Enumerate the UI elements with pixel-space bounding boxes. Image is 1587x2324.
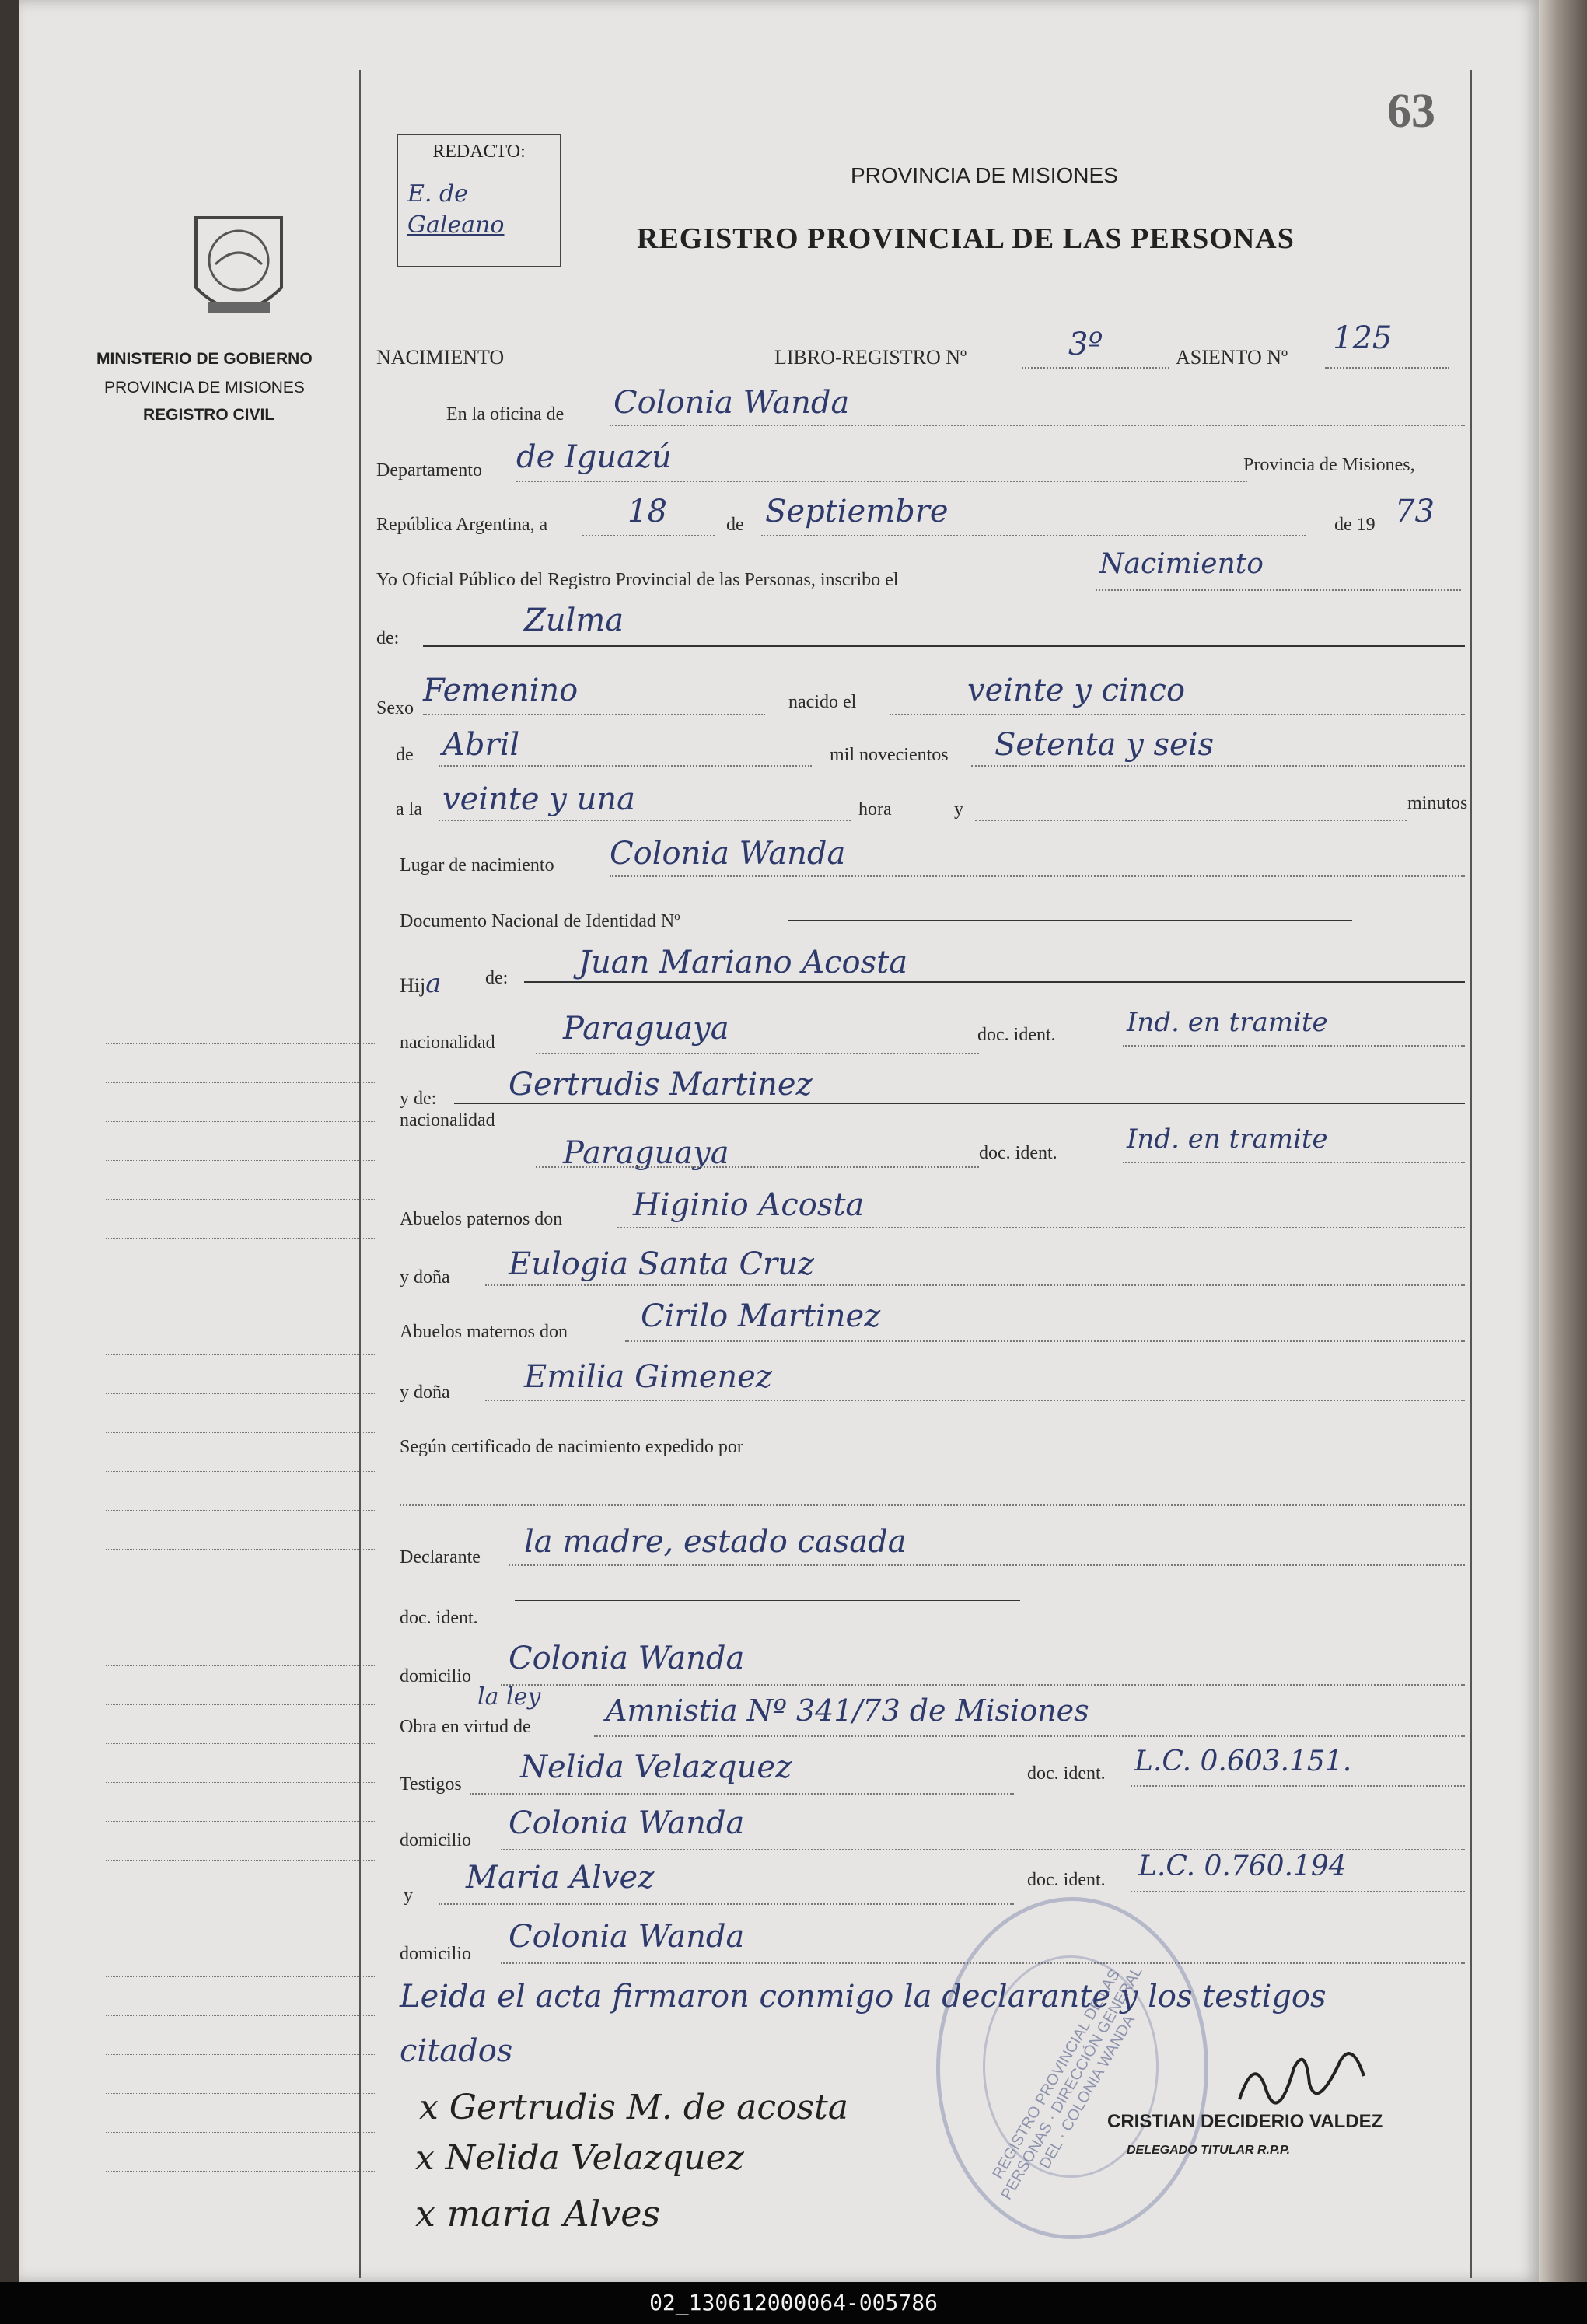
asiento-label: ASIENTO Nº bbox=[1176, 346, 1288, 369]
ab-pat-label: Abuelos paternos don bbox=[400, 1209, 563, 1229]
declarante-label: Declarante bbox=[400, 1547, 481, 1567]
nacido-value: veinte y cinco bbox=[967, 673, 1186, 708]
hij-label: Hija bbox=[400, 968, 442, 999]
asiento-value: 125 bbox=[1333, 320, 1393, 356]
ruled-line bbox=[106, 1821, 376, 1822]
ab-pat-dona-label: y doña bbox=[400, 1267, 450, 1288]
ala-label: a la bbox=[396, 799, 422, 820]
mes-nac-dots bbox=[439, 765, 812, 767]
obra-insert: la ley bbox=[477, 1683, 541, 1711]
official-name: CRISTIAN DECIDERIO VALDEZ bbox=[1107, 2111, 1383, 2132]
mes-nac-label: de bbox=[396, 745, 414, 765]
ruled-line bbox=[106, 1665, 376, 1666]
ruled-line bbox=[106, 1743, 376, 1744]
provincia-label: PROVINCIA DE MISIONES bbox=[104, 379, 305, 397]
hora-label: hora bbox=[858, 799, 892, 820]
doc-padre-label: doc. ident. bbox=[977, 1025, 1056, 1045]
nac-madre-value: Paraguaya bbox=[563, 1135, 729, 1171]
milnov-label: mil novecientos bbox=[830, 745, 949, 765]
hora-value: veinte y una bbox=[442, 781, 635, 817]
lugar-value: Colonia Wanda bbox=[610, 836, 846, 872]
dom-t1-label: domicilio bbox=[400, 1830, 471, 1850]
madre-line bbox=[454, 1103, 1465, 1104]
firma-madre: x Gertrudis M. de acosta bbox=[419, 2088, 848, 2127]
testigo2-doc-dots bbox=[1131, 1891, 1465, 1892]
sexo-dots bbox=[423, 714, 765, 715]
ruled-line bbox=[106, 1432, 376, 1433]
ab-mat-label: Abuelos maternos don bbox=[400, 1322, 568, 1342]
nacimiento-label: NACIMIENTO bbox=[376, 346, 505, 369]
ruled-line bbox=[106, 1860, 376, 1861]
mes-dots bbox=[761, 535, 1306, 536]
ruled-line bbox=[106, 1121, 376, 1122]
minutos-dots bbox=[975, 820, 1407, 821]
testigo2-doc-label: doc. ident. bbox=[1027, 1870, 1106, 1890]
lugar-label: Lugar de nacimiento bbox=[400, 855, 554, 875]
nacido-dots bbox=[890, 714, 1465, 715]
minutos-label: minutos bbox=[1407, 793, 1468, 813]
stamp-text: REGISTRO PROVINCIAL DE LAS PERSONAS · DIRECCIÓN GENERAL DEL · COLONIA WANDA bbox=[989, 1963, 1146, 2203]
padre-line bbox=[524, 981, 1465, 983]
firma-testigo2: x maria Alves bbox=[415, 2193, 661, 2235]
oficina-value: Colonia Wanda bbox=[613, 385, 850, 421]
dni-label: Documento Nacional de Identidad Nº bbox=[400, 911, 680, 931]
ab-pat-don-dots bbox=[617, 1227, 1465, 1228]
header-registro: REGISTRO PROVINCIAL DE LAS PERSONAS bbox=[637, 222, 1295, 255]
testigo1-doc-value: L.C. 0.603.151. bbox=[1134, 1746, 1352, 1777]
padre-value: Juan Mariano Acosta bbox=[579, 945, 908, 980]
ab-pat-don-value: Higinio Acosta bbox=[633, 1187, 865, 1223]
de-label: de bbox=[726, 515, 744, 535]
testigo2-y-label: y bbox=[404, 1885, 413, 1906]
ab-mat-don-dots bbox=[625, 1340, 1465, 1342]
madre-de-label: y de: bbox=[400, 1089, 437, 1109]
ruled-line bbox=[106, 2171, 376, 2172]
doc-padre-dots bbox=[1123, 1045, 1465, 1047]
ab-mat-dona-dots bbox=[485, 1400, 1465, 1401]
nac-padre-value: Paraguaya bbox=[563, 1011, 729, 1047]
milnov-dots bbox=[971, 765, 1465, 767]
province-seal-icon bbox=[180, 202, 297, 334]
testigo1-value: Nelida Velazquez bbox=[520, 1749, 792, 1785]
padre-de-label: de: bbox=[485, 968, 509, 988]
leida-line1: Leida el acta firmaron conmigo la declarante y los testigos bbox=[400, 1979, 1327, 2015]
libro-label: LIBRO-REGISTRO Nº bbox=[774, 346, 967, 369]
dom-t1-value: Colonia Wanda bbox=[509, 1805, 745, 1841]
departamento-dots bbox=[516, 481, 1247, 482]
inscribo-value: Nacimiento bbox=[1099, 548, 1264, 580]
dni-line bbox=[788, 920, 1352, 921]
doc-madre-dots bbox=[1123, 1162, 1465, 1163]
testigo1-doc-label: doc. ident. bbox=[1027, 1763, 1106, 1784]
testigo2-value: Maria Alvez bbox=[466, 1860, 655, 1896]
redacto-box bbox=[397, 134, 561, 267]
oficina-dots bbox=[610, 425, 1465, 426]
ruled-line bbox=[106, 1510, 376, 1511]
dia-dots bbox=[582, 535, 715, 536]
ruled-line bbox=[106, 1782, 376, 1783]
dom-t2-value: Colonia Wanda bbox=[509, 1919, 745, 1955]
docident-decl-line bbox=[515, 1600, 1020, 1601]
republica-label: República Argentina, a bbox=[376, 515, 548, 535]
ruled-line bbox=[106, 2132, 376, 2133]
y-label: y bbox=[954, 799, 963, 820]
register-page bbox=[19, 0, 1539, 2282]
madre-value: Gertrudis Martinez bbox=[509, 1067, 813, 1103]
oficina-label: En la oficina de bbox=[446, 404, 565, 425]
nombre-value: Zulma bbox=[524, 603, 624, 638]
sexo-label: Sexo bbox=[376, 698, 414, 718]
nac-madre-label: nacionalidad bbox=[400, 1110, 495, 1131]
dom-decl-dots bbox=[501, 1684, 1465, 1686]
libro-dots bbox=[1022, 367, 1169, 369]
doc-madre-value: Ind. en tramite bbox=[1127, 1124, 1328, 1155]
mes-nac-value: Abril bbox=[442, 727, 520, 763]
ab-mat-dona-label: y doña bbox=[400, 1382, 450, 1403]
nombre-line bbox=[423, 645, 1465, 647]
testigo1-doc-dots bbox=[1131, 1785, 1465, 1787]
ab-mat-don-value: Cirilo Martinez bbox=[641, 1298, 881, 1334]
anio-prefix: de 19 bbox=[1334, 515, 1376, 535]
testigo2-dots bbox=[439, 1903, 1014, 1905]
page-number: 63 bbox=[1387, 85, 1435, 138]
ruled-line bbox=[106, 1238, 376, 1239]
ruled-line bbox=[106, 1471, 376, 1472]
ministerio-label: MINISTERIO DE GOBIERNO bbox=[96, 350, 313, 368]
redacto-label: REDACTO: bbox=[432, 142, 526, 162]
testigo2-doc-value: L.C. 0.760.194 bbox=[1138, 1850, 1347, 1882]
testigo1-dots bbox=[470, 1793, 1014, 1795]
ruled-line bbox=[106, 2015, 376, 2016]
header-provincia: PROVINCIA DE MISIONES bbox=[851, 163, 1118, 187]
obra-label: Obra en virtud de bbox=[400, 1717, 531, 1737]
declarante-value: la madre, estado casada bbox=[524, 1524, 907, 1560]
nac-padre-dots bbox=[536, 1053, 979, 1054]
inscribo-dots bbox=[1096, 589, 1461, 591]
dia-value: 18 bbox=[627, 494, 667, 529]
segun-dots bbox=[400, 1504, 1465, 1506]
milnov-value: Setenta y seis bbox=[994, 727, 1215, 763]
book-spine bbox=[1539, 0, 1587, 2282]
ab-mat-dona-value: Emilia Gimenez bbox=[524, 1359, 772, 1395]
ruled-line bbox=[106, 1043, 376, 1044]
departamento-value: de Iguazú bbox=[516, 439, 672, 475]
declarante-dots bbox=[509, 1564, 1465, 1566]
dom-decl-value: Colonia Wanda bbox=[509, 1641, 745, 1676]
ruled-line bbox=[106, 2093, 376, 2094]
oficial-text: Yo Oficial Público del Registro Provincial de las Personas, inscribo el bbox=[376, 570, 899, 590]
ab-pat-dona-value: Eulogia Santa Cruz bbox=[509, 1246, 815, 1282]
ab-pat-dona-dots bbox=[485, 1284, 1465, 1286]
ruled-line bbox=[106, 1354, 376, 1355]
obra-value: Amnistia Nº 341/73 de Misiones bbox=[606, 1693, 1089, 1728]
official-title: DELEGADO TITULAR R.P.P. bbox=[1127, 2144, 1291, 2157]
asiento-dots bbox=[1325, 367, 1449, 369]
obra-dots bbox=[594, 1735, 1465, 1737]
nacido-label: nacido el bbox=[788, 692, 857, 712]
docident-decl-label: doc. ident. bbox=[400, 1608, 478, 1628]
doc-padre-value: Ind. en tramite bbox=[1127, 1007, 1328, 1038]
hora-dots bbox=[439, 820, 851, 821]
ruled-line bbox=[106, 1393, 376, 1394]
footer-id: 02_130612000064-005786 bbox=[0, 2282, 1587, 2324]
margin-line bbox=[359, 70, 361, 2278]
leida-line2: citados bbox=[400, 2033, 513, 2069]
lugar-dots bbox=[610, 875, 1465, 877]
libro-value: 3º bbox=[1068, 327, 1103, 362]
firma-testigo1: x Nelida Velazquez bbox=[415, 2138, 744, 2178]
ruled-line bbox=[106, 1549, 376, 1550]
dom-decl-label: domicilio bbox=[400, 1666, 471, 1686]
provincia-suffix: Provincia de Misiones, bbox=[1243, 455, 1415, 475]
registry-stamp bbox=[936, 1897, 1208, 2239]
nombre-de-label: de: bbox=[376, 628, 400, 648]
right-border-line bbox=[1470, 70, 1472, 2278]
registro-civil-label: REGISTRO CIVIL bbox=[143, 406, 275, 424]
redacto-value: E. de Galeano bbox=[407, 180, 505, 239]
ruled-line bbox=[106, 1704, 376, 1705]
testigos-label: Testigos bbox=[400, 1774, 462, 1795]
departamento-label: Departamento bbox=[376, 460, 482, 481]
ruled-line bbox=[106, 1199, 376, 1200]
segun-label: Según certificado de nacimiento expedido por bbox=[400, 1437, 743, 1457]
anio-value: 73 bbox=[1395, 494, 1435, 529]
ruled-line bbox=[106, 1976, 376, 1977]
mes-value: Septiembre bbox=[765, 494, 949, 529]
dom-t2-label: domicilio bbox=[400, 1944, 471, 1964]
ruled-line bbox=[106, 1160, 376, 1161]
sexo-value: Femenino bbox=[423, 673, 579, 708]
nac-madre-dots bbox=[536, 1166, 979, 1168]
ruled-line bbox=[106, 2054, 376, 2055]
doc-madre-label: doc. ident. bbox=[979, 1143, 1057, 1163]
ruled-line bbox=[106, 1082, 376, 1083]
nac-padre-label: nacionalidad bbox=[400, 1033, 495, 1053]
